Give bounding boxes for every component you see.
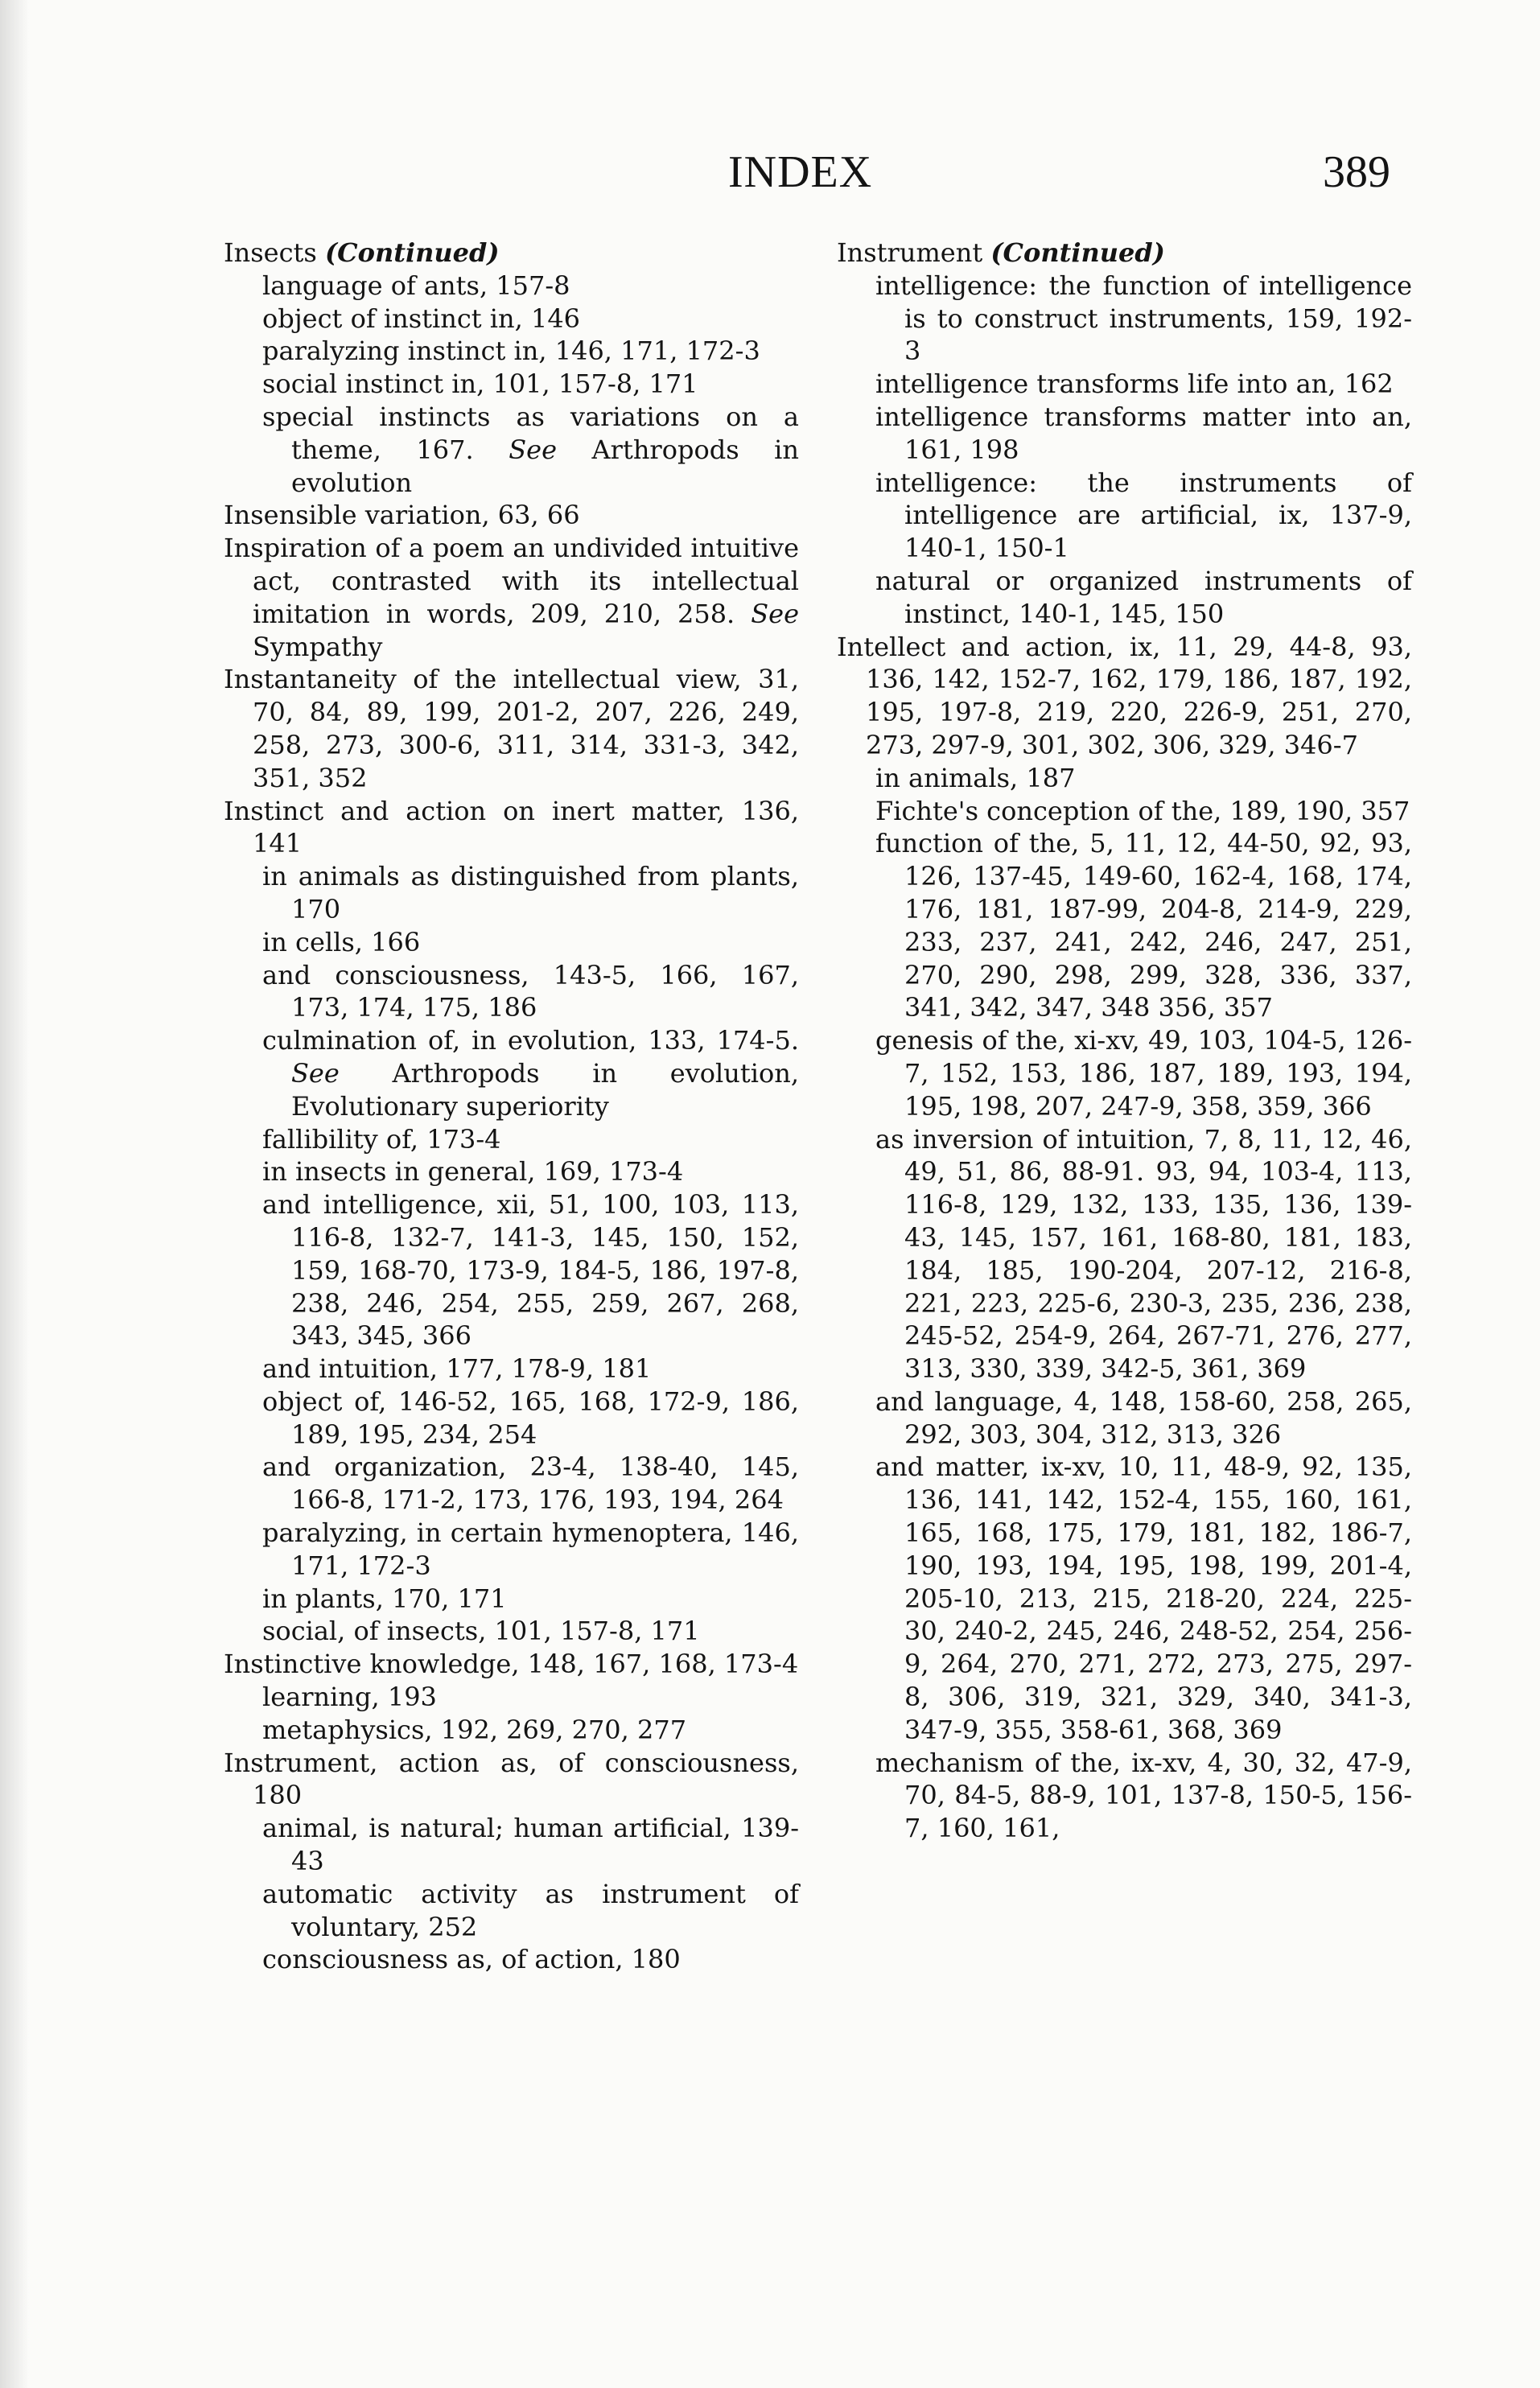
entry-text: Insensible variation, 63, 66 — [224, 500, 580, 531]
entry-text: and language, 4, 148, 158-60, 258, 265, 292, 303, 304, 312, 313, 326 — [875, 1385, 1412, 1450]
see-reference-target: Sympathy — [253, 631, 383, 662]
index-subentry — [224, 1615, 799, 1648]
index-subentry — [224, 1024, 799, 1122]
index-subentry — [837, 270, 1412, 368]
index-entry — [224, 1648, 799, 1681]
continued-label: (Continued) — [324, 237, 500, 268]
index-subentry — [837, 467, 1412, 565]
index-entry — [224, 1747, 799, 1813]
index-subentry — [224, 401, 799, 499]
entry-text: and consciousness, 143-5, 166, 167, 173, 174, 175, 186 — [262, 959, 799, 1023]
index-subentry — [224, 959, 799, 1025]
entry-text: paralyzing instinct in, 146, 171, 172-3 — [262, 336, 760, 367]
see-reference-target: Arthropods in evolution, Evolutionary superiority — [291, 1057, 800, 1122]
index-continued-head — [837, 237, 1412, 270]
index-term: Instrument — [837, 237, 983, 268]
index-entry — [224, 795, 799, 861]
entry-text: in cells, 166 — [262, 926, 421, 957]
entry-text: special instincts as variations on a theme, 167. — [262, 401, 799, 465]
index-subentry — [837, 1747, 1412, 1845]
index-subentry — [224, 1878, 799, 1944]
index-subentry — [224, 926, 799, 959]
entry-text: Instinct and action on inert matter, 136, 141 — [224, 795, 799, 859]
index-term: Insects — [224, 237, 317, 268]
entry-text: intelligence transforms life into an, 162 — [875, 368, 1394, 400]
index-subentry — [224, 1188, 799, 1353]
entry-text: Instrument, action as, of consciousness, 180 — [224, 1747, 799, 1811]
index-continued-head — [224, 237, 799, 270]
index-column-right — [837, 237, 1412, 1845]
index-subentry — [224, 335, 799, 368]
index-subentry — [837, 1123, 1412, 1385]
entry-text: culmination of, in evolution, 133, 174-5. — [262, 1025, 799, 1056]
entry-text: as inversion of intuition, 7, 8, 11, 12, 46, 49, 51, 86, 88-91. 93, 94, 103-4, 113, 116-8, 129, 132, 133, 135, 136, 139-43, 145, 157, 161, 168-80, 181, 183, 184, 185, 190-204, 207-12, 216-8, 221, 223, 225-6, 230-3, 235, 236, 238, 245-52, 254-9, 264, 267-71, 276, 277, 313, 330, 339, 342-5, 361, 369 — [875, 1123, 1412, 1385]
entry-text: and intelligence, xii, 51, 100, 103, 113, 116-8, 132-7, 141-3, 145, 150, 152, 159, 168-70, 173-9, 184-5, 186, 197-8, 238, 246, 254, 255, 259, 267, 268, 343, 345, 366 — [262, 1189, 799, 1352]
continued-label: (Continued) — [990, 237, 1165, 268]
index-subentry — [837, 368, 1412, 401]
index-subentry — [224, 270, 799, 303]
index-column-left — [224, 237, 799, 1976]
entry-text: in insects in general, 169, 173-4 — [262, 1156, 684, 1188]
index-subentry — [224, 1943, 799, 1976]
entry-text: intelligence: the instruments of intelligence are artificial, ix, 137-9, 140-1, 150-1 — [875, 467, 1412, 564]
entry-text: function of the, 5, 11, 12, 44-50, 92, 93, 126, 137-45, 149-60, 162-4, 168, 174, 176, 181, 187-99, 204-8, 214-9, 229, 233, 237, 241, 242, 246, 247, 251, 270, 290, 298, 299, 328, 336, 337, 341, 342, 347, 348 356, 357 — [875, 828, 1412, 1023]
entry-text: consciousness as, of action, 180 — [262, 1944, 681, 1975]
index-subentry — [224, 1123, 799, 1156]
page-number: 389 — [1323, 147, 1390, 197]
index-entry — [224, 499, 799, 532]
entry-text: social, of insects, 101, 157-8, 171 — [262, 1616, 700, 1647]
index-entry — [837, 631, 1412, 762]
entry-text: and intuition, 177, 178-9, 181 — [262, 1353, 652, 1385]
entry-text: intelligence transforms matter into an, 161, 198 — [875, 401, 1412, 465]
index-subentry — [224, 1155, 799, 1188]
index-subentry — [837, 565, 1412, 631]
entry-text: genesis of the, xi-xv, 49, 103, 104-5, 126-7, 152, 153, 186, 187, 189, 193, 194, 195, 198, 207, 247-9, 358, 359, 366 — [875, 1025, 1412, 1122]
index-subentry — [837, 795, 1412, 828]
see-reference-label: See — [291, 1057, 340, 1089]
index-subentry — [837, 401, 1412, 467]
entry-text: Inspiration of a poem an undivided intuitive act, contrasted with its intellectual imitation in words, 209, 210, 258. — [224, 533, 799, 629]
see-reference-target: Arthropods in evolution — [291, 434, 800, 498]
entry-text: automatic activity as instrument of voluntary, 252 — [262, 1878, 799, 1942]
index-subentry — [224, 1385, 799, 1451]
index-entry — [224, 532, 799, 663]
entry-text: language of ants, 157-8 — [262, 270, 570, 301]
page-gutter-shadow — [0, 0, 29, 2388]
entry-text: intelligence: the function of intelligence is to construct instruments, 159, 192-3 — [875, 270, 1412, 367]
index-subentry — [224, 860, 799, 926]
entry-text: learning, 193 — [262, 1682, 437, 1713]
running-title: INDEX — [728, 147, 873, 197]
entry-text: Fichte's conception of the, 189, 190, 357 — [875, 795, 1410, 826]
index-subentry — [224, 1714, 799, 1747]
entry-text: social instinct in, 101, 157-8, 171 — [262, 368, 698, 400]
entry-text: in animals, 187 — [875, 762, 1076, 793]
index-subentry — [224, 1681, 799, 1714]
running-head — [0, 146, 1540, 211]
see-reference-label: See — [751, 598, 800, 629]
entry-text: mechanism of the, ix-xv, 4, 30, 32, 47-9, 70, 84-5, 88-9, 101, 137-8, 150-5, 156-7, 160, 161, — [875, 1747, 1412, 1844]
index-subentry — [837, 1451, 1412, 1746]
index-entry — [224, 663, 799, 794]
index-subentry — [224, 1583, 799, 1616]
index-subentry — [224, 1451, 799, 1517]
entry-text: paralyzing, in certain hymenoptera, 146, 171, 172-3 — [262, 1517, 799, 1581]
entry-text: and organization, 23-4, 138-40, 145, 166-8, 171-2, 173, 176, 193, 194, 264 — [262, 1451, 799, 1516]
entry-text: Instinctive knowledge, 148, 167, 168, 173-4 — [224, 1649, 799, 1680]
entry-text: object of instinct in, 146 — [262, 303, 581, 334]
see-reference-label: See — [509, 434, 557, 465]
entry-text: and matter, ix-xv, 10, 11, 48-9, 92, 135, 136, 141, 142, 152-4, 155, 160, 161, 165, 168, 175, 179, 181, 182, 186-7, 190, 193, 194, 195, 198, 199, 201-4, 205-10, 213, 215, 218-20, 224, 225-30, 240-2, 245, 246, 248-52, 254, 256-9, 264, 270, 271, 272, 273, 275, 297-8, 306, 319, 321, 329, 340, 341-3, 347-9, 355, 358-61, 368, 369 — [875, 1451, 1412, 1745]
entry-text: metaphysics, 192, 269, 270, 277 — [262, 1714, 687, 1745]
index-subentry — [224, 1517, 799, 1583]
index-subentry — [224, 303, 799, 336]
index-subentry — [837, 762, 1412, 795]
entry-text: natural or organized instruments of instinct, 140-1, 145, 150 — [875, 565, 1412, 629]
entry-text: Instantaneity of the intellectual view, 31, 70, 84, 89, 199, 201-2, 207, 226, 249, 258, 273, 300-6, 311, 314, 331-3, 342, 351, 352 — [224, 664, 799, 793]
index-subentry — [224, 368, 799, 401]
index-subentry — [224, 1812, 799, 1878]
index-subentry — [224, 1353, 799, 1385]
index-subentry — [837, 1385, 1412, 1451]
entry-text: fallibility of, 173-4 — [262, 1123, 501, 1155]
index-subentry — [837, 827, 1412, 1024]
entry-text: in plants, 170, 171 — [262, 1583, 507, 1614]
index-subentry — [837, 1024, 1412, 1122]
entry-text: animal, is natural; human artificial, 139-43 — [262, 1813, 799, 1877]
entry-text: Intellect and action, ix, 11, 29, 44-8, 93, 136, 142, 152-7, 162, 179, 186, 187, 192, 195, 197-8, 219, 220, 226-9, 251, 270, 273, 297-9, 301, 302, 306, 329, 346-7 — [837, 631, 1412, 760]
entry-text: object of, 146-52, 165, 168, 172-9, 186, 189, 195, 234, 254 — [262, 1385, 799, 1450]
entry-text: in animals as distinguished from plants, 170 — [262, 861, 799, 924]
